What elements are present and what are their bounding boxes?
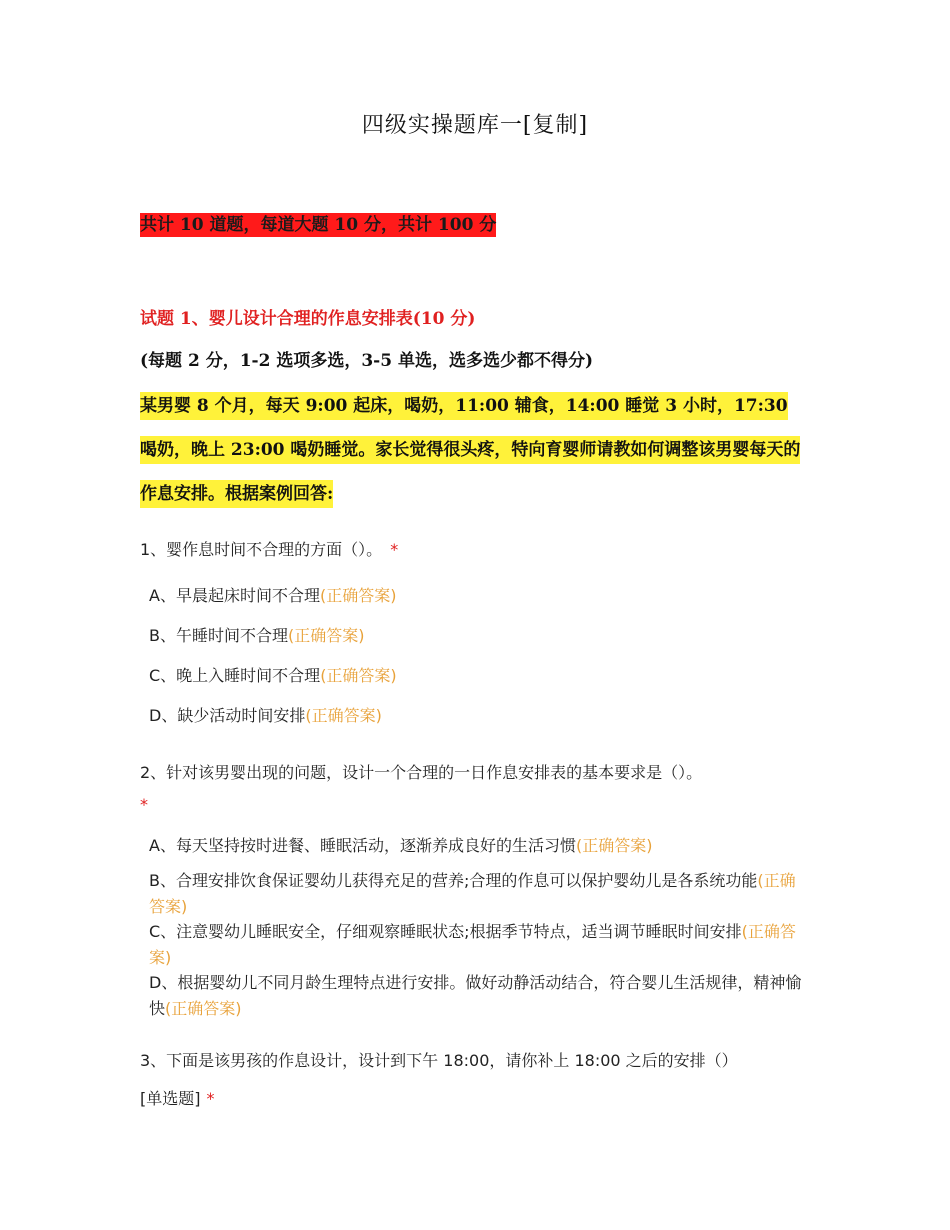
option-2b-text: B、合理安排饮食保证婴幼儿获得充足的营养;合理的作息可以保护婴幼儿是各系统功能: [149, 871, 758, 890]
correct-answer-label: (正确答案): [149, 871, 796, 916]
required-mark: *: [390, 540, 399, 559]
sub-question-3: [140, 1042, 820, 1118]
option-2a-text: A、每天坚持按时进餐、睡眠活动，逐渐养成良好的生活习惯: [149, 836, 576, 855]
option-1d[interactable]: [149, 703, 809, 729]
case-description: [140, 384, 810, 516]
correct-answer-label: (正确答案): [320, 666, 397, 685]
page-title: 四级实操题库一[复制]: [361, 113, 589, 138]
score-summary: [140, 210, 496, 235]
correct-answer-label: (正确答案): [149, 922, 796, 967]
option-1c[interactable]: [149, 663, 809, 689]
correct-answer-label: (正确答案): [287, 626, 365, 645]
option-1a-text: A、早晨起床时间不合理: [149, 586, 320, 605]
option-1b-text: B、午睡时间不合理: [149, 626, 288, 645]
option-2c[interactable]: [149, 919, 809, 971]
option-2c-text: C、注意婴幼儿睡眠安全，仔细观察睡眠状态;根据季节特点，适当调节睡眠时间安排: [149, 922, 742, 941]
option-2a[interactable]: [149, 833, 809, 859]
question-1-rule: (每题 2 分，1-2 选项多选，3-5 单选，选多选少都不得分): [140, 351, 594, 371]
option-2b[interactable]: [149, 868, 809, 920]
option-2d-text: D、根据婴幼儿不同月龄生理特点进行安排。做好动静活动结合，符合婴儿生活规律，精神愉快: [149, 973, 802, 1018]
sub-question-3-text: 3、下面是该男孩的作息设计，设计到下午 18:00，请你补上 18:00 之后的安排（）: [140, 1051, 738, 1070]
option-1c-text: C、晚上入睡时间不合理: [149, 666, 321, 685]
required-mark: *: [206, 1089, 215, 1108]
question-1-title: 试题 1、婴儿设计合理的作息安排表(10 分): [140, 309, 476, 329]
correct-answer-label: (正确答案): [305, 706, 382, 725]
required-mark: *: [140, 795, 148, 814]
correct-answer-label: (正确答案): [575, 836, 653, 855]
option-1b[interactable]: [149, 623, 809, 649]
sub-question-1: [140, 536, 820, 564]
option-1a[interactable]: [149, 583, 809, 609]
score-summary-text: 共计 10 道题，每道大题 10 分，共计 100 分: [140, 215, 497, 235]
correct-answer-label: (正确答案): [165, 999, 242, 1018]
option-2d[interactable]: [149, 970, 809, 1022]
sub-question-2: [140, 757, 820, 821]
sub-question-2-text: 2、针对该男婴出现的问题，设计一个合理的一日作息安排表的基本要求是（）。: [140, 763, 703, 782]
correct-answer-label: (正确答案): [319, 586, 397, 605]
option-1d-text: D、缺少活动时间安排: [149, 706, 306, 725]
sub-question-1-text: 1、婴作息时间不合理的方面（）。: [140, 540, 383, 559]
case-description-text: 某男婴 8 个月，每天 9:00 起床，喝奶，11:00 辅食，14:00 睡觉 3 小时，17:30 喝奶，晚上 23:00 喝奶睡觉。家长觉得很头疼，特向育婴师请教如何调整该男婴每天的作息安排。根据案例回答:: [140, 392, 800, 508]
question-type-label: [单选题]: [140, 1089, 201, 1108]
